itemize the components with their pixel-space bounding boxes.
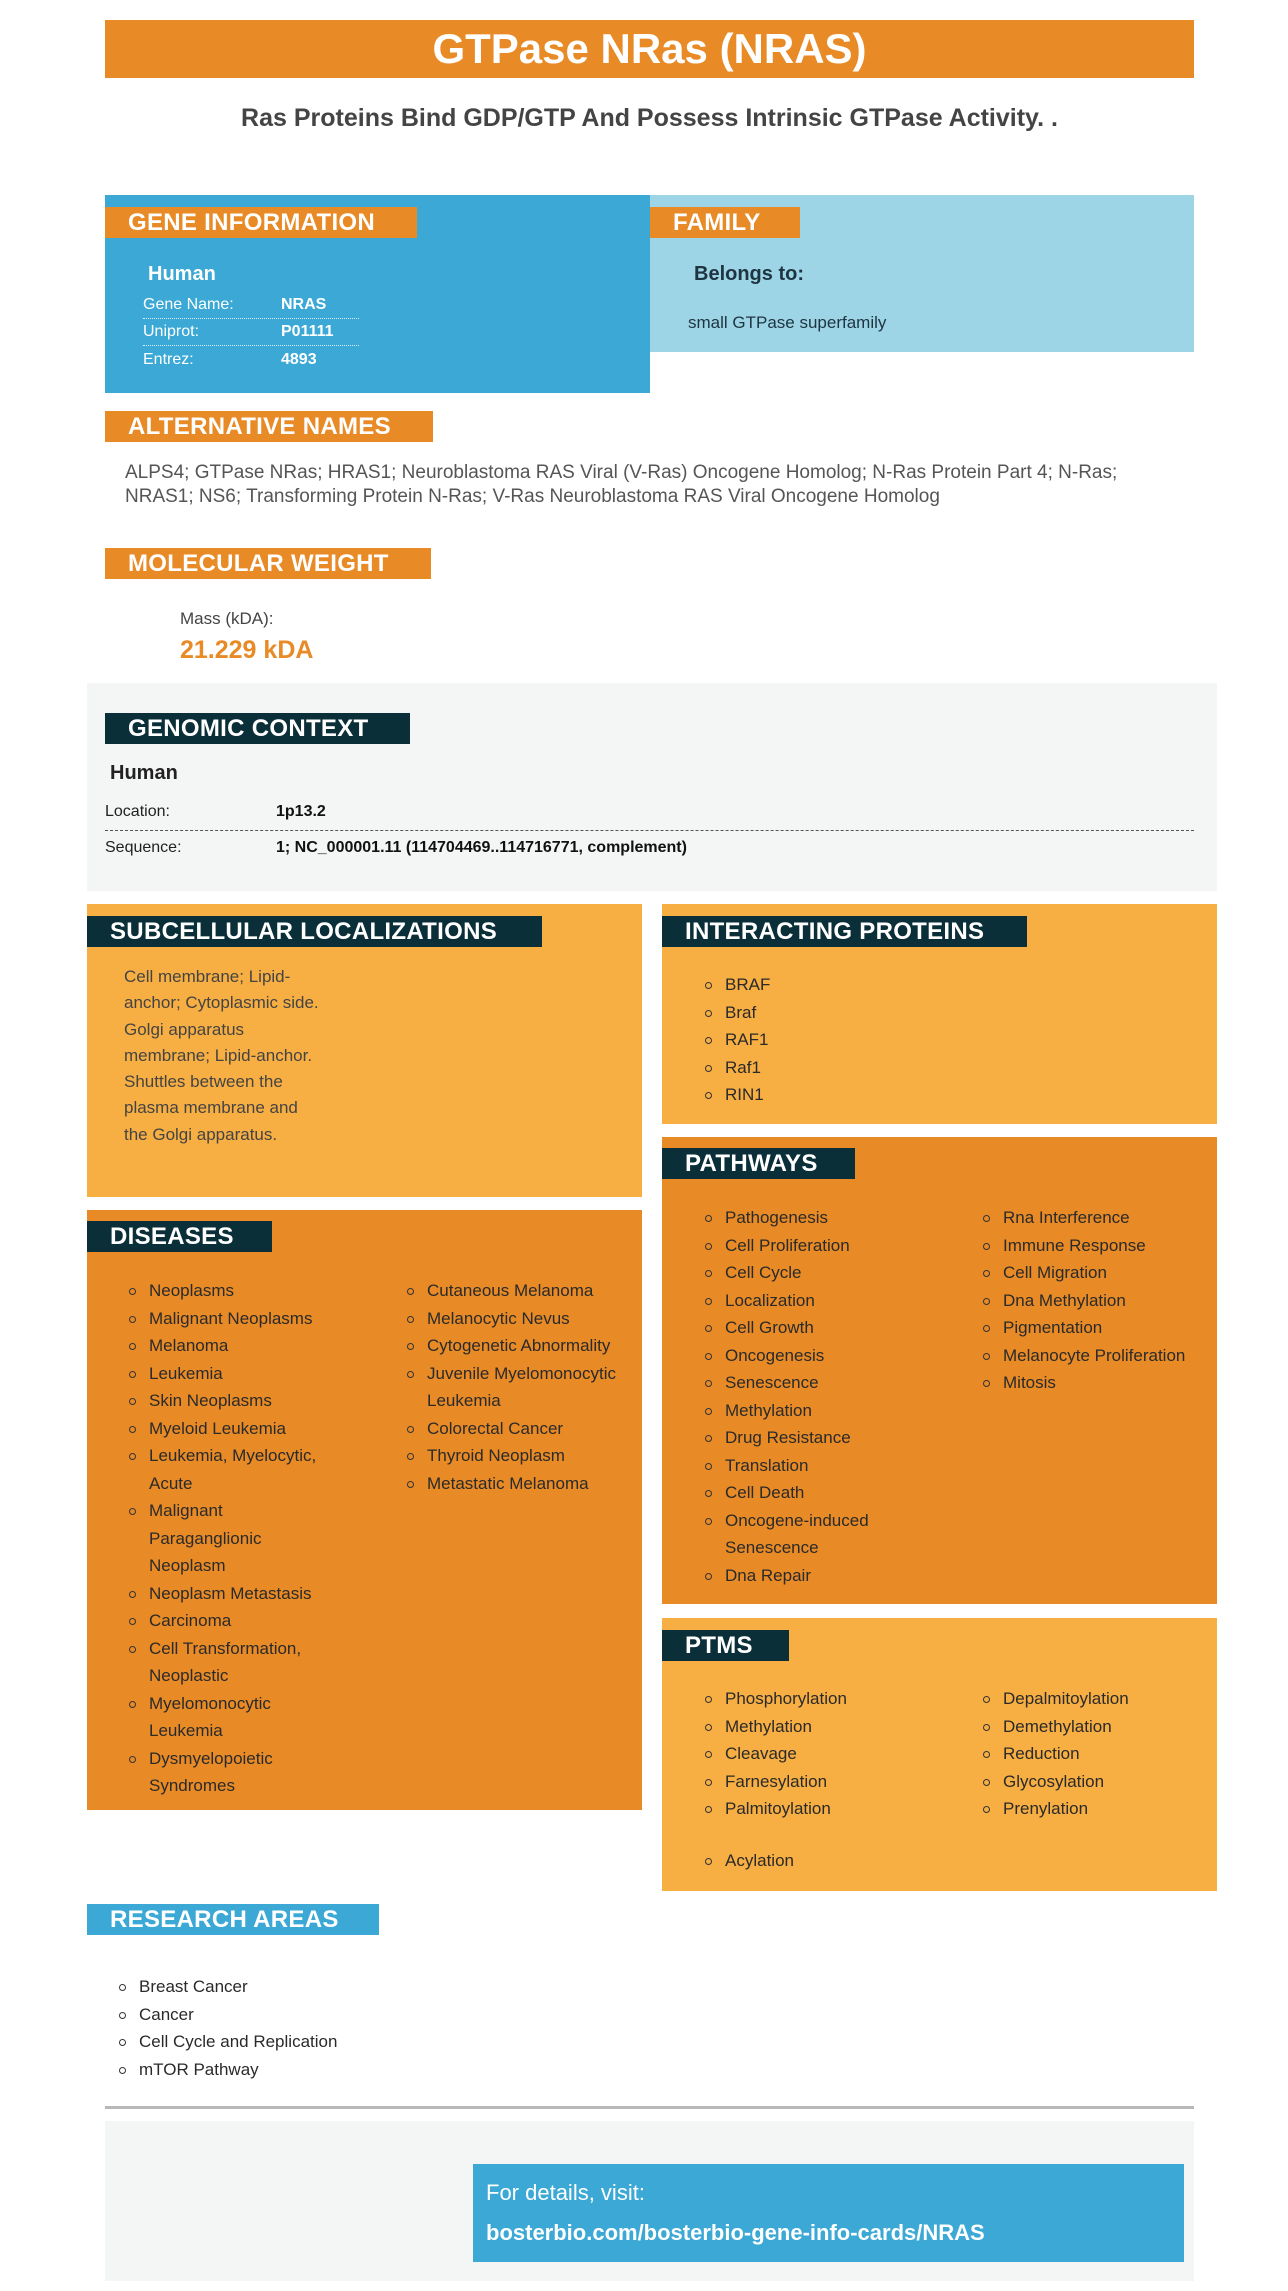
list-item: Mitosis — [980, 1369, 1210, 1397]
alternative-names-text: ALPS4; GTPase NRas; HRAS1; Neuroblastoma RAS Viral (V-Ras) Oncogene Homolog; N-Ras Protein Part 4; N-Ras; NRAS1; NS6; Transforming Protein N-Ras; V-Ras Neuroblastoma RAS Viral Oncogene Homolog — [125, 462, 1118, 507]
list-item: Colorectal Cancer — [404, 1415, 629, 1443]
list-item: mTOR Pathway — [116, 2056, 337, 2084]
subcellular-line: plasma membrane and — [124, 1098, 298, 1118]
subcellular-line: Cell membrane; Lipid- — [124, 967, 291, 986]
genomic-species: Human — [110, 762, 178, 784]
research-areas-header: RESEARCH AREAS — [87, 1904, 379, 1935]
subcellular-line: membrane; Lipid-anchor. — [124, 1045, 313, 1065]
uniprot-value: P01111 — [281, 323, 334, 340]
list-item: RIN1 — [702, 1081, 770, 1109]
list-item: Rna Interference — [980, 1204, 1210, 1232]
list-item: Oncogenesis — [702, 1342, 902, 1370]
list-item: Neoplasm Metastasis — [126, 1580, 336, 1608]
molecular-weight-header: MOLECULAR WEIGHT — [105, 548, 431, 579]
list-item: Metastatic Melanoma — [404, 1470, 629, 1498]
page-title: GTPase NRas (NRAS) — [105, 20, 1194, 78]
list-item: Myeloid Leukemia — [126, 1415, 336, 1443]
row-divider — [143, 345, 359, 346]
subcellular-header: SUBCELLULAR LOCALIZATIONS — [87, 916, 542, 947]
list-item: Cutaneous Melanoma — [404, 1277, 629, 1305]
list-item: Drug Resistance — [702, 1424, 902, 1452]
interacting-proteins-header: INTERACTING PROTEINS — [662, 916, 1027, 947]
list-item: Melanocyte Proliferation — [980, 1342, 1210, 1370]
row-divider — [105, 830, 1194, 831]
list-item: Cell Proliferation — [702, 1232, 902, 1260]
list-item: Palmitoylation — [702, 1795, 847, 1823]
list-item: Immune Response — [980, 1232, 1210, 1260]
subcellular-text — [124, 964, 319, 1148]
list-item: Leukemia — [126, 1360, 336, 1388]
list-item: Pathogenesis — [702, 1204, 902, 1232]
list-item: Cell Cycle and Replication — [116, 2028, 337, 2056]
list-item: Cell Transformation, Neoplastic — [126, 1635, 336, 1690]
diseases-list-col2 — [404, 1277, 629, 1497]
list-item: Carcinoma — [126, 1607, 336, 1635]
list-item: Breast Cancer — [116, 1973, 337, 2001]
interacting-proteins-list — [702, 971, 770, 1109]
footer-divider — [105, 2106, 1194, 2109]
list-item: Cell Migration — [980, 1259, 1210, 1287]
list-item: Skin Neoplasms — [126, 1387, 336, 1415]
subcellular-line: the Golgi apparatus. — [124, 1124, 278, 1144]
list-item: Thyroid Neoplasm — [404, 1442, 629, 1470]
gene-name-label: Gene Name: — [143, 296, 234, 313]
row-divider — [143, 318, 359, 319]
list-item: Acylation — [702, 1847, 794, 1875]
list-item: Cleavage — [702, 1740, 847, 1768]
list-item: Phosphorylation — [702, 1685, 847, 1713]
details-box[interactable] — [473, 2164, 1184, 2262]
genomic-context-header: GENOMIC CONTEXT — [105, 713, 410, 744]
list-item: Methylation — [702, 1713, 847, 1741]
list-item: Farnesylation — [702, 1768, 847, 1796]
list-item: Reduction — [980, 1740, 1129, 1768]
pathways-list-col1 — [702, 1204, 902, 1589]
alternative-names-header: ALTERNATIVE NAMES — [105, 411, 433, 442]
gene-name-value: NRAS — [281, 296, 327, 313]
list-item: Malignant Paraganglionic Neoplasm — [126, 1497, 266, 1580]
ptms-header: PTMS — [662, 1630, 789, 1661]
gene-info-species: Human — [148, 263, 216, 285]
belongs-to-label: Belongs to: — [694, 263, 804, 285]
sequence-value: 1; NC_000001.11 (114704469..114716771, complement) — [276, 839, 687, 856]
list-item: Prenylation — [980, 1795, 1129, 1823]
ptms-list-col2 — [980, 1685, 1129, 1823]
subcellular-line: anchor; Cytoplasmic side. — [124, 993, 319, 1013]
list-item: Depalmitoylation — [980, 1685, 1129, 1713]
mass-value: 21.229 kDA — [180, 636, 314, 664]
list-item: Braf — [702, 999, 770, 1027]
list-item: Cell Death — [702, 1479, 902, 1507]
list-item: Cell Cycle — [702, 1259, 902, 1287]
uniprot-label: Uniprot: — [143, 323, 200, 340]
location-label: Location: — [105, 803, 170, 820]
list-item: Senescence — [702, 1369, 902, 1397]
details-label: For details, visit: — [486, 2180, 645, 2205]
gene-information-header: GENE INFORMATION — [105, 207, 417, 238]
list-item: Myelomonocytic Leukemia — [126, 1690, 286, 1745]
page-subtitle: Ras Proteins Bind GDP/GTP And Possess Intrinsic GTPase Activity. . — [241, 104, 1058, 132]
list-item: Cancer — [116, 2001, 337, 2029]
list-item: Dysmyelopoietic Syndromes — [126, 1745, 286, 1800]
sequence-label: Sequence: — [105, 839, 182, 856]
list-item: Demethylation — [980, 1713, 1129, 1741]
list-item: Leukemia, Myelocytic, Acute — [126, 1442, 336, 1497]
subcellular-line: Shuttles between the — [124, 1072, 283, 1092]
pathways-list-col2 — [980, 1204, 1210, 1397]
ptms-list-col1 — [702, 1685, 847, 1823]
list-item: Methylation — [702, 1397, 902, 1425]
research-areas-list — [116, 1973, 337, 2083]
ptms-list-extra — [702, 1847, 794, 1875]
list-item: Neoplasms — [126, 1277, 336, 1305]
list-item: Juvenile Myelomonocytic Leukemia — [404, 1360, 629, 1415]
list-item: Dna Repair — [702, 1562, 902, 1590]
list-item: Pigmentation — [980, 1314, 1210, 1342]
list-item: Cytogenetic Abnormality — [404, 1332, 629, 1360]
pathways-header: PATHWAYS — [662, 1148, 855, 1179]
list-item: Melanoma — [126, 1332, 336, 1360]
diseases-header: DISEASES — [87, 1221, 272, 1252]
list-item: Melanocytic Nevus — [404, 1305, 629, 1333]
diseases-list-col1 — [126, 1277, 336, 1800]
subcellular-line: Golgi apparatus — [124, 1019, 245, 1039]
list-item: Oncogene-induced Senescence — [702, 1507, 877, 1562]
list-item: Raf1 — [702, 1054, 770, 1082]
list-item: Translation — [702, 1452, 902, 1480]
family-value: small GTPase superfamily — [688, 313, 887, 332]
entrez-value: 4893 — [281, 351, 317, 368]
list-item: Malignant Neoplasms — [126, 1305, 336, 1333]
list-item: Dna Methylation — [980, 1287, 1210, 1315]
family-header: FAMILY — [650, 207, 800, 238]
list-item: BRAF — [702, 971, 770, 999]
list-item: Cell Growth — [702, 1314, 902, 1342]
entrez-label: Entrez: — [143, 351, 194, 368]
list-item: Glycosylation — [980, 1768, 1129, 1796]
list-item: RAF1 — [702, 1026, 770, 1054]
location-value: 1p13.2 — [276, 803, 326, 820]
mass-label: Mass (kDA): — [180, 609, 274, 628]
list-item: Localization — [702, 1287, 902, 1315]
details-link[interactable]: bosterbio.com/bosterbio-gene-info-cards/NRAS — [486, 2220, 985, 2245]
